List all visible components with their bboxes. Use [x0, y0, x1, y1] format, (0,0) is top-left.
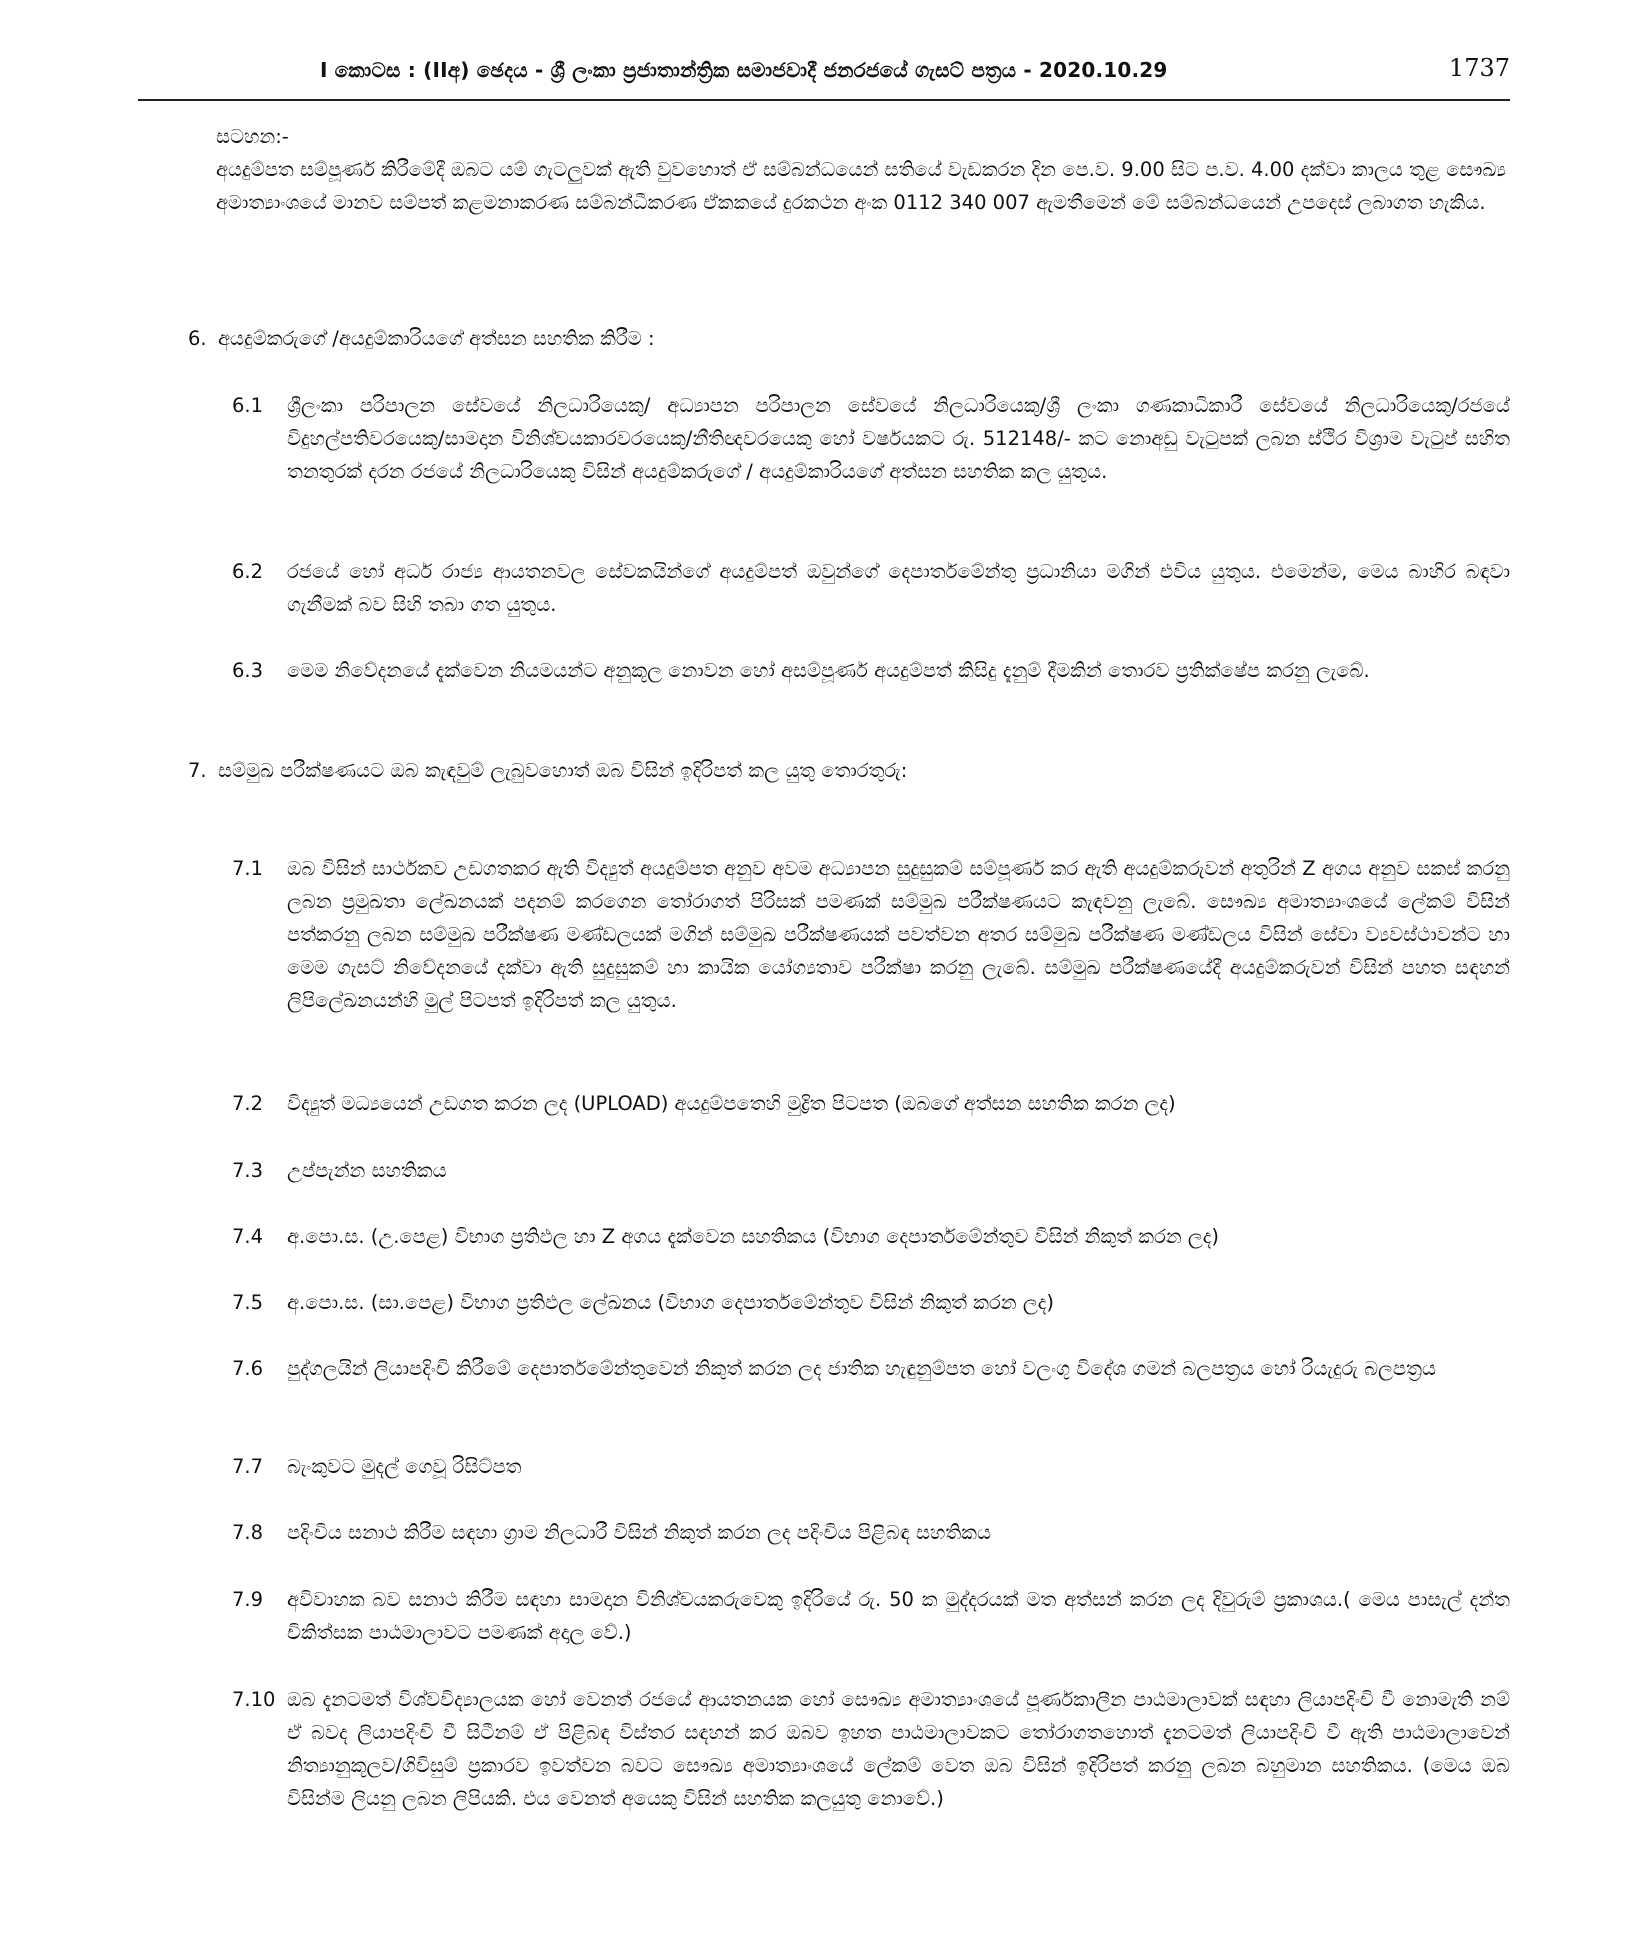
item-number: 7.2	[232, 1092, 264, 1115]
item-number: 7.7	[232, 1455, 264, 1478]
section-6-number: 6.	[188, 327, 207, 350]
item-number: 7.3	[232, 1159, 264, 1182]
item-number: 7.9	[232, 1588, 264, 1611]
item-text: ඔබ විසින් සාර්ථකව උඩගතකර ඇති විද්‍යුත් අයදුම්පත අනුව අවම අධ්‍යාපන සුදුසුකම් සම්පූර්ණ කර ඇති අයදුම්කරුවන් අතුරින් Z අගය අනුව සකස් කරනු ලබන ප්‍රමුඛතා ලේඛනයක් පදනම් කරගෙන තෝරාගත් පිරිසක් පමණක් සම්මුඛ පරීක්ෂණයට කැඳවනු ලැබේ. සෞඛ්‍ය අමාත්‍යාංශයේ ලේකම් විසින් පත්කරනු ලබන සම්මුඛ පරීක්ෂණ මණ්ඩලයක් මගින් සම්මුඛ පරීක්ෂණයක් පවත්වන අතර සම්මුඛ පරීක්ෂණ මණ්ඩලය විසින් සේවා ව්‍යවස්ථාවන්ට හා මෙම ගැසට් නිවේදනයේ දක්වා ඇති සුදුසුකම් හා කායික යෝග්‍යතාව පරීක්ෂා කරනු ලැබේ. සම්මුඛ පරීක්ෂණයේදී අයදුම්කරුවන් විසින් පහත සඳහන් ලිපිලේඛනයන්හි මුල් පිටපත් ඉදිරිපත් කල යුතුය.	[287, 857, 1510, 1012]
item-text: පුද්ගලයින් ලියාපදිංචි කිරීමේ දෙපාර්තමේන්තුවෙන් නිකුත් කරන ලද ජාතික හැඳුනුම්පත හෝ වලංගු විදේශ ගමන් බලපත්‍රය හෝ රියැදුරු බලපත්‍රය	[287, 1357, 1436, 1380]
item-text: අ.පො.ස. (සා.පෙළ) විභාග ප්‍රතිඵල ලේඛනය (විභාග දෙපාර්තමේන්තුව විසින් නිකුත් කරන ලද)	[287, 1291, 1054, 1314]
item-number: 7.4	[232, 1225, 264, 1248]
note-title: සටහන:-	[216, 125, 289, 148]
header-title: I කොටස : (IIඅ) ඡෙදය - ශ්‍රී ලංකා ප්‍රජාතාන්ත්‍රික සමාජවාදී ජනරජයේ ගැසට් පත්‍රය - 2020.10.29	[320, 58, 1168, 82]
section-7-title: සම්මුඛ පරීක්ෂණයට ඔබ කැඳවුම් ලැබුවහොත් ඔබ විසින් ඉදිරිපත් කල යුතු තොරතුරු:	[218, 759, 908, 782]
item-text: බැංකුවට මුදල් ගෙවූ රිසිට්පත	[287, 1455, 522, 1478]
item-number: 7.5	[232, 1291, 264, 1314]
item-text: අවිවාහක බව සනාථ කිරීම සඳහා සාමදාන විනිශ්චයකරුවෙකු ඉදිරියේ රු. 50 ක මුද්දරයක් මත අත්සන් කරන ලද දිවුරුම් ප්‍රකාශය.( මෙය පාසැල් දන්ත චිකිත්සක පාඨමාලාවට පමණක් අදාල වේ.)	[287, 1588, 1510, 1644]
item-number: 6.2	[232, 560, 264, 583]
item-text: රජයේ හෝ අර්ධ රාජ්‍ය ආයතනවල සේවකයින්ගේ අයදුම්පත් ඔවුන්ගේ දෙපාර්තමේන්තු ප්‍රධානියා මගින් එවිය යුතුය. එමෙන්ම, මෙය බාහිර බඳවා ගැනීමක් බව සිහි තබා ගත යුතුය.	[287, 560, 1510, 616]
item-text: ශ්‍රීලංකා පරිපාලන සේවයේ නිලධාරියෙකු/ අධ්‍යාපන පරිපාලන සේවයේ නිලධාරියෙකු/ශ්‍රී ලංකා ගණකාධිකාරී සේවයේ නිලධාරියෙකු/රජයේ විදුහල්පතිවරයෙකු/සාමදාන විනිශ්චයකාරවරයෙකු/නීතිඥවරයෙකු හෝ වර්ෂයකට රු. 512148/- කට නොඅඩු වැටුපක් ලබන ස්ථිර විශ්‍රාම වැටුප් සහිත තනතුරක් දරන රජයේ නිලධාරියෙකු විසින් අයදුම්කරුගේ / අයදුම්කාරියගේ අත්සන සහතික කල යුතුය.	[287, 394, 1510, 483]
item-number: 7.10	[232, 1688, 276, 1711]
item-text: අ.පො.ස. (උ.පෙළ) විභාග ප්‍රතිඵල හා Z අගය දැක්වෙන සහතිකය (විභාග දෙපාර්තමේන්තුව විසින් නිකුත් කරන ලද)	[287, 1225, 1220, 1248]
item-text: මෙම නිවේදනයේ දැක්වෙන නියමයන්ට අනුකූල නොවන හෝ අසම්පූර්ණ අයදුම්පත් කිසිදු දැනුම් දීමකින් තොරව ප්‍රතික්ෂේප කරනු ලැබේ.	[287, 659, 1370, 682]
page-header	[138, 52, 1510, 92]
item-text: විද්‍යුත් මධ්‍යයෙන් උඩගත කරන ලද (UPLOAD) අයදුම්පතෙහි මුද්‍රිත පිටපත (ඔබගේ අත්සන සහතික කරන ලද)	[287, 1092, 1176, 1115]
item-number: 7.8	[232, 1521, 264, 1544]
item-text: ඔබ දැනටමත් විශ්වවිද්‍යාලයක හෝ වෙනත් රජයේ ආයතනයක හෝ සෞඛ්‍ය අමාත්‍යාංශයේ පූර්ණකාලීන පාඨමාලාවක් සඳහා ලියාපදිංචි වී නොමැති නම් ඒ බවද ලියාපදිංචි වී සිටීනම් ඒ පිළිබඳ විස්තර සඳහන් කර ඔබව ඉහත පාඨමාලාවකට තෝරාගතහොත් දැනටමත් ලියාපදිංචි වී ඇති පාඨමාලාවෙන් නිත්‍යානුකූලව/ගිවිසුම් ප්‍රකාරව ඉවත්වන බවට සෞඛ්‍ය අමාත්‍යාංශයේ ලේකම් වෙත ඔබ විසින් ඉදිරිපත් කරනු ලබන බහුමාන සහතිකය. (මෙය ඔබ විසින්ම ලියනු ලබන ලිපියකි. එය වෙනත් අයෙකු විසින් සහතික කලයුතු නොවේ.)	[287, 1688, 1510, 1810]
item-number: 7.6	[232, 1357, 264, 1380]
item-text: උප්පැන්න සහතිකය	[287, 1159, 447, 1182]
section-7-number: 7.	[188, 759, 207, 782]
header-divider	[138, 99, 1510, 101]
section-6-title: අයදුම්කරුගේ /අයදුම්කාරියගේ අත්සන සහතික කිරීම :	[218, 327, 655, 350]
item-number: 6.3	[232, 659, 264, 682]
page-number: 1737	[1448, 54, 1510, 82]
item-text: පදිංචිය සනාථ කිරීම සඳහා ග්‍රාම නිලධාරී විසින් නිකුත් කරන ලද පදිංචිය පිළිබඳ සහතිකය	[287, 1521, 992, 1544]
item-number: 6.1	[232, 394, 264, 417]
note-body: අයදුම්පත සම්පූර්ණ කිරීමේදී ඔබට යම් ගැටලුවක් ඇති වුවහොත් ඒ සම්බන්ධයෙන් සතියේ වැඩකරන දින පෙ.ව. 9.00 සිට ප.ව. 4.00 දක්වා කාලය තුළ සෞඛ්‍ය අමාත්‍යාංශයේ මානව සම්පත් කළමනාකරණ සම්බන්ධීකරණ ඒකකයේ දුරකථන අංක 0112 340 007 ඇමතීමෙන් මේ සම්බන්ධයෙන් උපදෙස් ලබාගත හැකිය.	[216, 158, 1506, 214]
note-block	[216, 120, 1506, 219]
item-number: 7.1	[232, 857, 264, 880]
